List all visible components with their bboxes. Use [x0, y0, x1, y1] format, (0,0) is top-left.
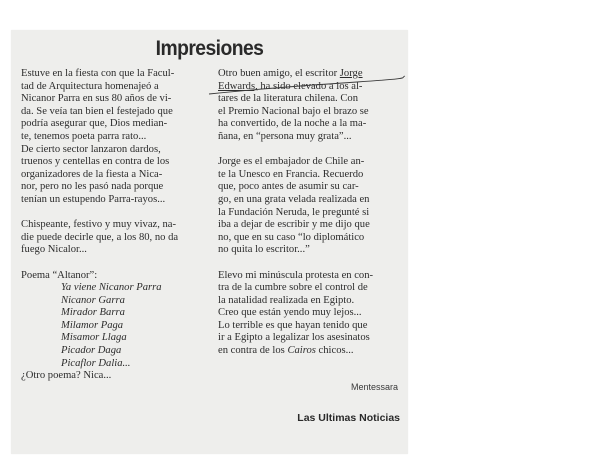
text-line: la Fundación Neruda, le pregunté si [218, 206, 370, 218]
paragraph-gap [21, 257, 213, 270]
poem-line: Milamor Paga [61, 319, 124, 331]
underlined-name: Edwards, [218, 80, 258, 92]
text-line: podría asegurar que, Dios median- [21, 118, 168, 130]
text-fragment: en contra de los [218, 345, 288, 357]
paragraph-gap [218, 144, 404, 157]
text-line: ha convertido, de la noche a la ma- [218, 118, 367, 130]
text-line: da. Se veía tan bien el festejado que [21, 105, 173, 117]
poem-line: Ya viene Nicanor Parra [61, 282, 162, 294]
text-line: tra de la cumbre sobre el control de [218, 282, 368, 294]
text-fragment: chicos... [315, 345, 354, 357]
underlined-name: Jorge [339, 68, 363, 79]
text-line: Creo que están yendo muy lejos... [218, 307, 362, 319]
text-line: te, tenemos poeta parra rato... [21, 130, 147, 142]
text-line [218, 68, 404, 81]
text-line: ñana, en “persona muy grata”... [218, 130, 352, 142]
poem-heading: Poema “Altanor”: [21, 269, 98, 281]
italic-word: Cairos [287, 345, 316, 357]
text-line: die puede decirle que, a los 80, no da [21, 231, 179, 243]
text-line [218, 345, 404, 358]
left-column [21, 68, 213, 383]
poem-line: Picaflor Dalia... [61, 357, 131, 369]
article-title: Impresiones [155, 37, 264, 60]
text-line: organizadores de la fiesta a Nica- [21, 168, 163, 180]
text-line: ¿Otro poema? Nica... [21, 370, 112, 382]
text-line: ir a Egipto a legalizar los asesinatos [218, 332, 370, 344]
text-line: truenos y centellas en contra de los [21, 156, 170, 168]
text-line: que, poco antes de asumir su car- [218, 181, 359, 193]
text-line [218, 81, 404, 94]
text-line: no, que en su caso “lo diplomático [218, 231, 365, 243]
poem-line: Misamor Llaga [61, 332, 127, 344]
poem-line: Mirador Barra [61, 307, 125, 319]
text-line: tares de la literatura chilena. Con [218, 93, 359, 105]
text-line: el Premio Nacional bajo el brazo se [218, 105, 369, 117]
text-line: tenían un estupendo Parra-rayos... [21, 193, 166, 205]
publication-source: Las Ultimas Noticias [297, 412, 400, 424]
text-line: iba a dejar de escribir y me dijo que [218, 219, 370, 231]
text-line: te la Unesco en Francia. Recuerdo [218, 168, 364, 180]
right-column [218, 68, 404, 358]
paragraph-gap [218, 257, 404, 270]
text-line: De cierto sector lanzaron dardos, [21, 143, 161, 155]
text-line: Chispeante, festivo y muy vivaz, na- [21, 219, 177, 231]
poem-line: Picador Daga [61, 345, 122, 357]
text-line: Nicanor Parra en sus 80 años de vi- [21, 93, 172, 105]
text-line: tad de Arquitectura homenajeó a [21, 80, 159, 92]
text-line: la natalidad realizada en Egipto. [218, 294, 355, 306]
text-line: Elevo mi minúscula protesta en con- [218, 269, 374, 281]
text-line: go, en una grata velada realizada en [218, 193, 370, 205]
text-fragment: ha sido elevado a los al- [257, 80, 363, 92]
text-line: Jorge es el embajador de Chile an- [218, 156, 365, 168]
text-line: no quita lo escritor...” [218, 244, 310, 256]
text-line: fuego Nicalor... [21, 244, 87, 256]
text-line: Lo terrible es que hayan tenido que [218, 319, 368, 331]
newspaper-clipping [11, 30, 408, 454]
text-line: nor, pero no les pasó nada porque [21, 181, 164, 193]
text-line: Estuve en la fiesta con que la Facul- [21, 68, 175, 79]
paragraph-gap [21, 207, 213, 220]
text-fragment: Otro buen amigo, el escritor [218, 68, 340, 79]
poem-line: Nicanor Garra [61, 294, 125, 306]
author-signature: Mentessara [350, 382, 398, 392]
